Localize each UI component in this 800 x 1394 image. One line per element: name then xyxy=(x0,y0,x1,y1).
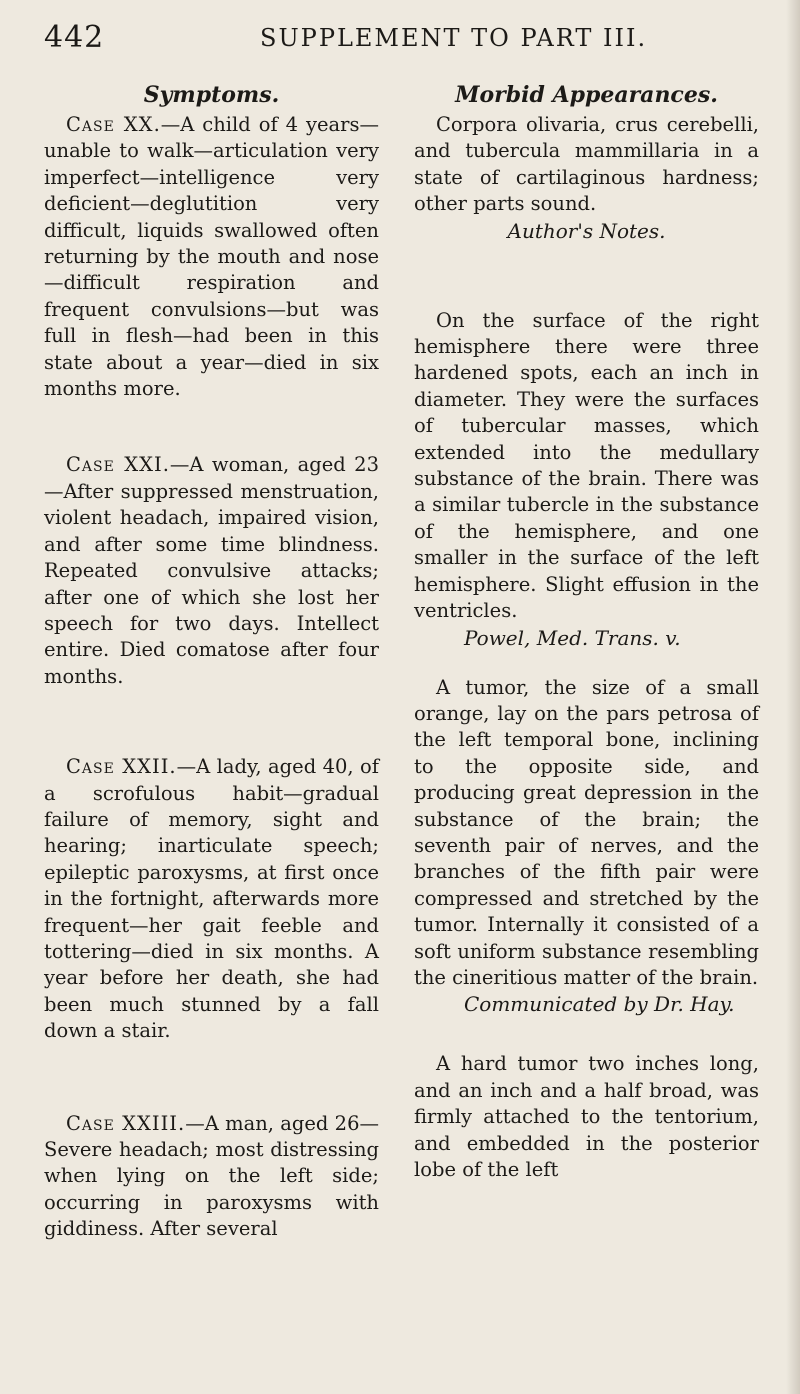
case-text: —A man, aged 26—Severe headach; most distressing when lying on the left side; occurring in paroxysms with giddiness. After several xyxy=(44,1111,379,1241)
page-number: 442 xyxy=(44,20,105,55)
symptoms-column xyxy=(44,82,379,1243)
morbid-appearances-column xyxy=(414,82,759,1183)
case-text: —A child of 4 years—unable to walk—articulation very imperfect—intelligence very deficient—deglutition very difficult, liquids swallowed often returning by the mouth and nose—difficult respiration and frequent convulsions—but was full in flesh—had been in this state about a year—died in six months more. xyxy=(44,113,379,401)
running-head: SUPPLEMENT TO PART III. xyxy=(260,24,648,52)
case-label: Case XXII. xyxy=(66,755,177,779)
case-paragraph xyxy=(44,754,379,1044)
case-paragraph xyxy=(44,452,379,690)
appearance-paragraph: On the surface of the right hemisphere there were three hardened spots, each an inch in diameter. They were the surfaces of tubercular masses, which extended into the medullary substance of the brain. There was a similar tubercle in the substance of the hemisphere, and one smaller in the surface of the left hemisphere. Slight effusion in the ventricles. xyxy=(414,308,759,623)
morbid-appearances-heading: Morbid Appearances. xyxy=(455,82,718,108)
citation: Powel, Med. Trans. v. xyxy=(464,625,681,650)
case-text: —A woman, aged 23—After suppressed menstruation, violent headach, impaired vision, and after some time blindness. Repeated convulsive attacks; after one of which she lost her speech for two days. Intellect entire. Died comatose after four months. xyxy=(44,453,379,688)
page-edge-shadow xyxy=(786,0,800,1394)
case-paragraph xyxy=(44,1111,379,1243)
citation: Communicated by Dr. Hay. xyxy=(464,992,735,1017)
case-label: Case XX. xyxy=(66,113,161,136)
case-label: Case XXI. xyxy=(66,453,170,477)
case-label: Case XXIII. xyxy=(66,1111,186,1135)
citation: Author's Notes. xyxy=(507,218,666,243)
appearance-paragraph: A tumor, the size of a small orange, lay on the pars petrosa of the left temporal bone, inclining to the opposite side, and producing great depression in the substance of the brain; the seventh pair of nerves, and the branches of the fifth pair were compressed and stretched by the tumor. Internally it consisted of a soft uniform substance resembling the cineritious matter of the brain. xyxy=(414,675,759,989)
symptoms-heading: Symptoms. xyxy=(143,82,280,108)
case-paragraph xyxy=(44,112,379,402)
appearance-paragraph: Corpora olivaria, crus cerebelli, and tubercula mammillaria in a state of cartilaginous hardness; other parts sound. xyxy=(414,113,759,216)
page-header xyxy=(44,20,770,64)
case-text: —A lady, aged 40, of a scrofulous habit—gradual failure of memory, sight and hearing; inarticulate speech; epileptic paroxysms, at first once in the fortnight, afterwards more frequent—her gait feeble and tottering—died in six months. A year before her death, she had been much stunned by a fall down a stair. xyxy=(44,755,379,1043)
appearance-paragraph: A hard tumor two inches long, and an inch and a half broad, was firmly attached to the tentorium, and embedded in the posterior lobe of the left xyxy=(414,1052,759,1181)
